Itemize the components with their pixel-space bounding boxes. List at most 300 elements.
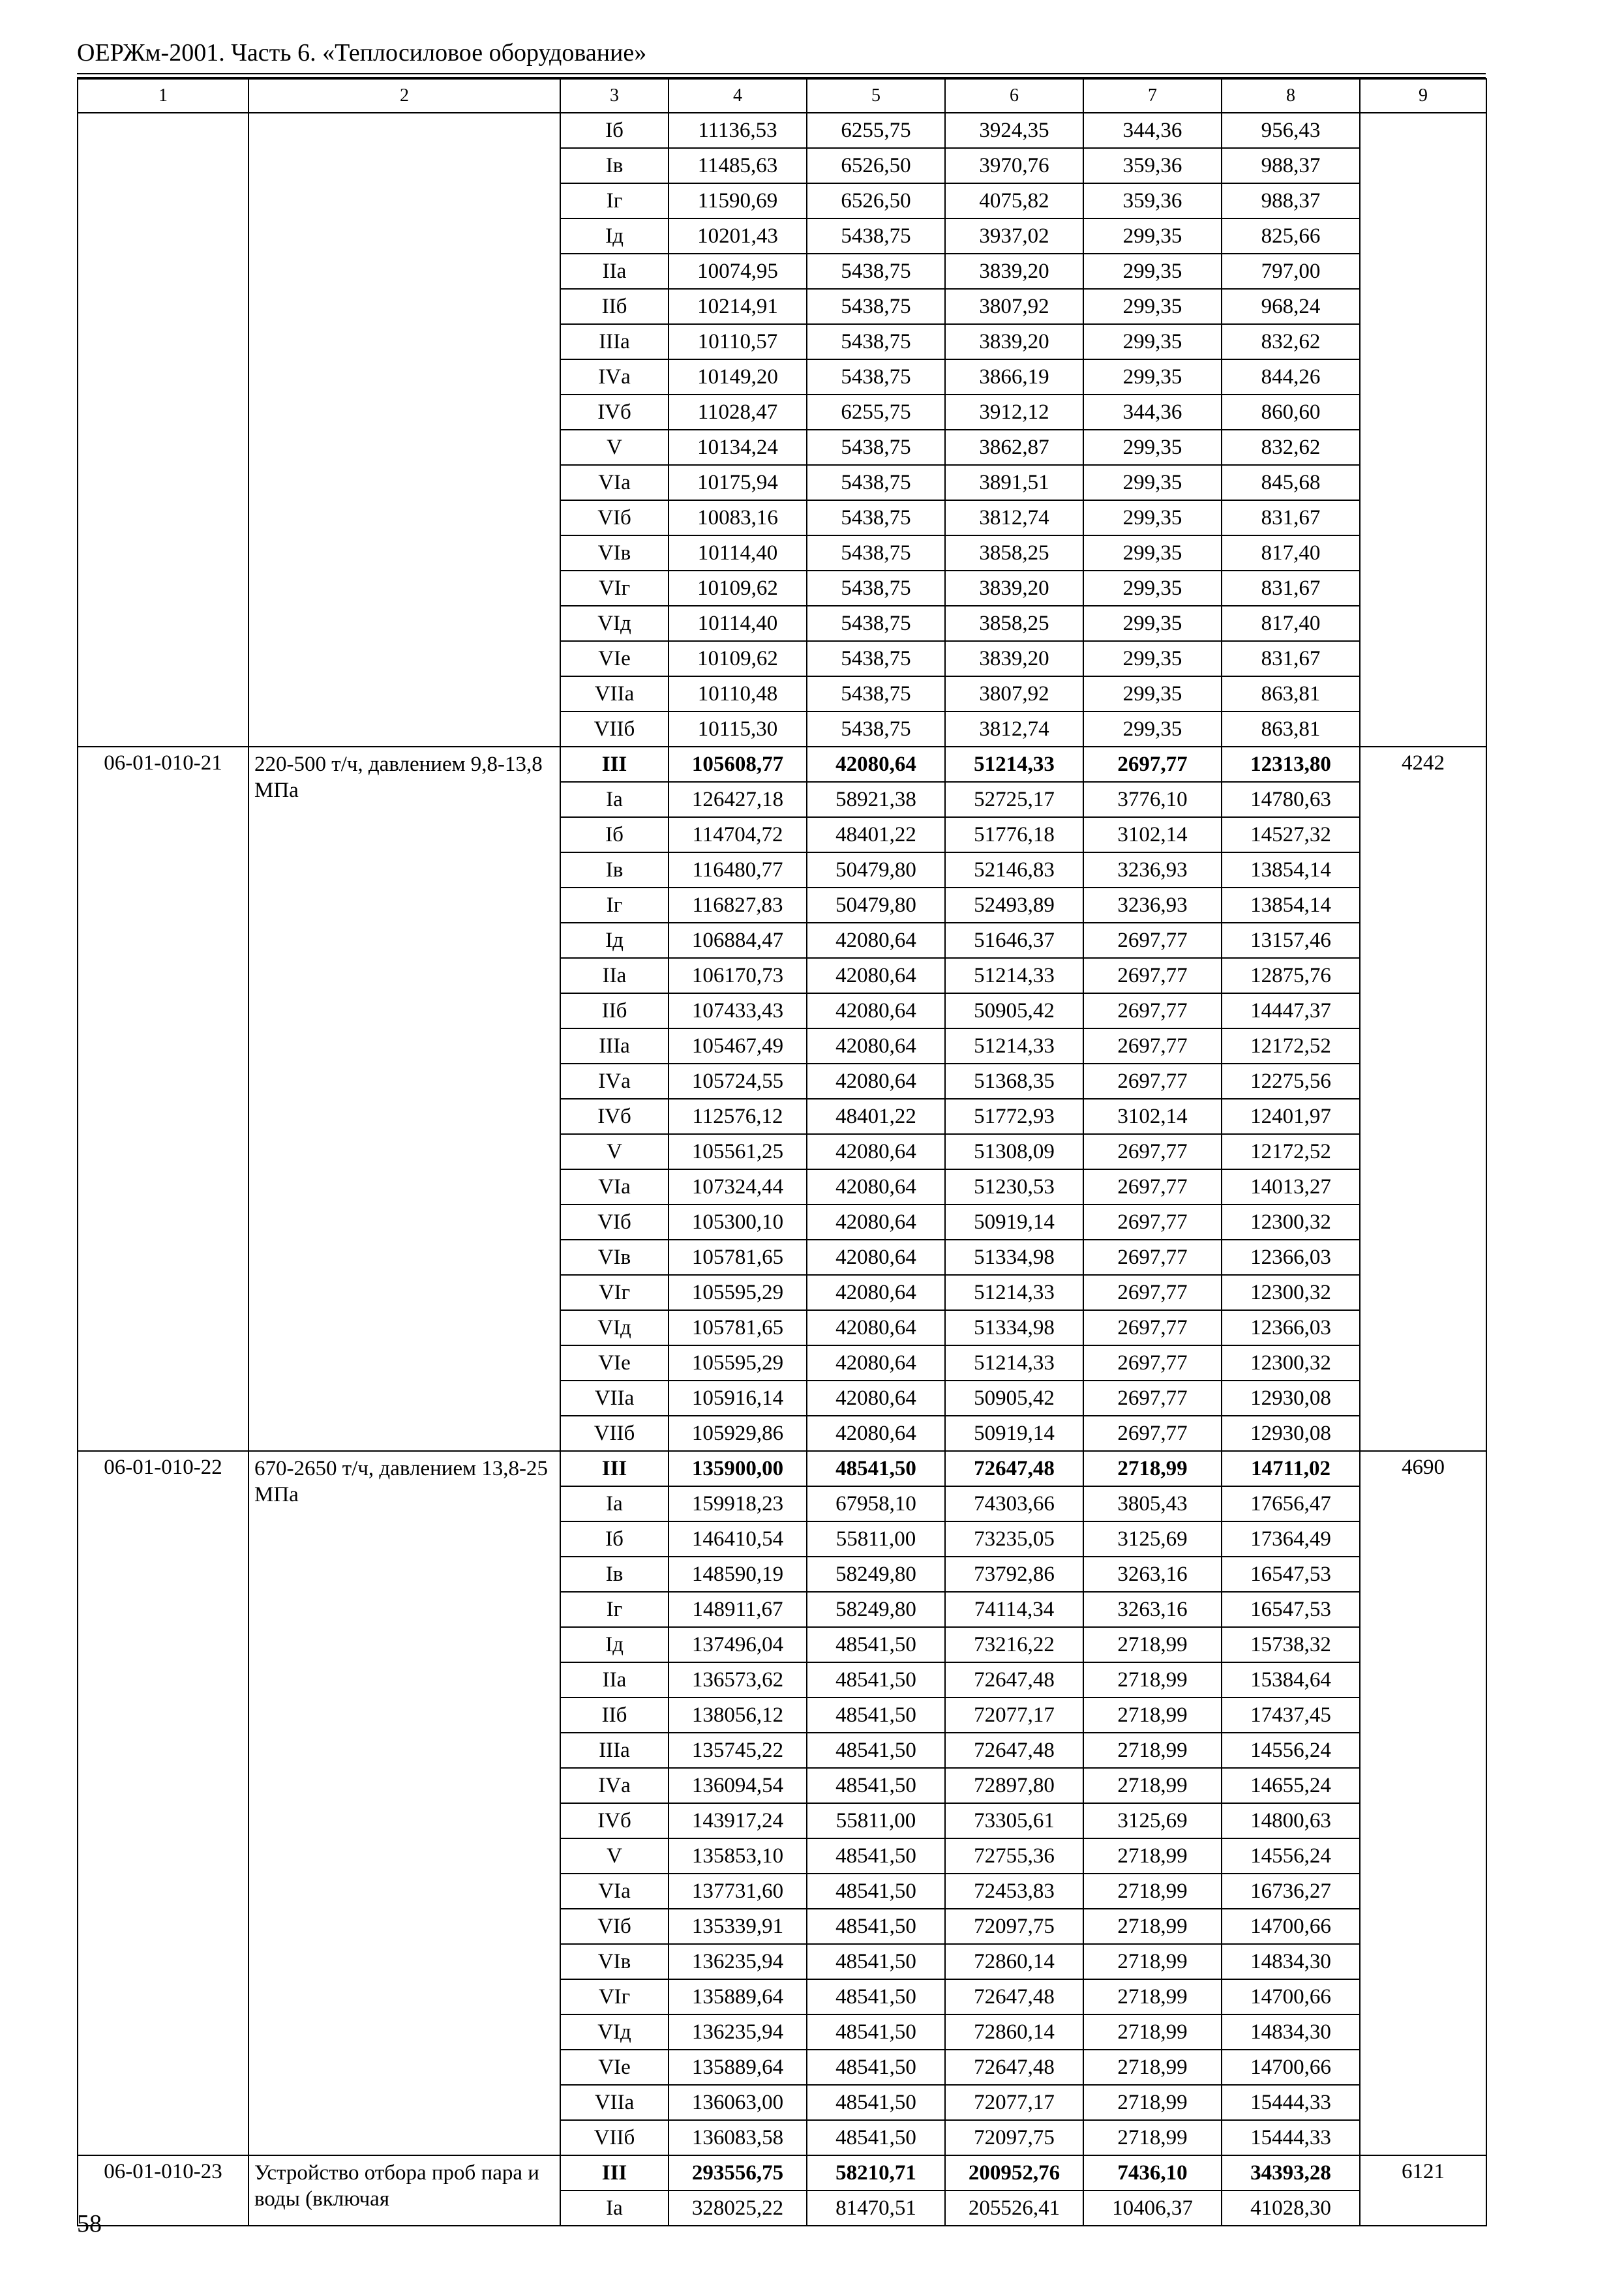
materials-cell: 968,24 (1222, 289, 1360, 324)
materials-cell: 13157,46 (1222, 923, 1360, 958)
materials-cell: 14800,63 (1222, 1803, 1360, 1838)
variant-cell: Iв (560, 852, 669, 888)
variant-cell: Iд (560, 1627, 669, 1662)
machinist-wages-cell: 3102,14 (1083, 1099, 1222, 1134)
machines-cell: 51776,18 (945, 817, 1083, 852)
wages-cell: 58249,80 (807, 1592, 945, 1627)
machines-cell: 3839,20 (945, 254, 1083, 289)
materials-cell: 863,81 (1222, 711, 1360, 747)
machines-cell: 3866,19 (945, 359, 1083, 395)
variant-cell: VIб (560, 500, 669, 535)
variant-cell: V (560, 430, 669, 465)
variant-cell: VIIб (560, 711, 669, 747)
machinist-wages-cell: 2718,99 (1083, 1838, 1222, 1874)
wages-cell: 48401,22 (807, 817, 945, 852)
wages-cell: 5438,75 (807, 606, 945, 641)
machines-cell: 73235,05 (945, 1521, 1083, 1557)
materials-cell: 12366,03 (1222, 1310, 1360, 1345)
machines-cell: 72097,75 (945, 2120, 1083, 2155)
variant-cell: VIд (560, 606, 669, 641)
column-number-cell: 8 (1222, 79, 1360, 113)
machinist-wages-cell: 3263,16 (1083, 1592, 1222, 1627)
column-number-cell: 7 (1083, 79, 1222, 113)
header-rule (77, 73, 1486, 74)
wages-cell: 48541,50 (807, 1698, 945, 1733)
machines-cell: 3891,51 (945, 465, 1083, 500)
machinist-wages-cell: 3125,69 (1083, 1521, 1222, 1557)
variant-cell: Iг (560, 1592, 669, 1627)
machines-cell: 3858,25 (945, 535, 1083, 571)
materials-cell: 844,26 (1222, 359, 1360, 395)
variant-cell: III (560, 2155, 669, 2191)
materials-cell: 17437,45 (1222, 1698, 1360, 1733)
variant-cell: VIг (560, 1275, 669, 1310)
materials-cell: 14700,66 (1222, 2050, 1360, 2085)
machinist-wages-cell: 2718,99 (1083, 1909, 1222, 1944)
total-cost-cell: 105595,29 (669, 1275, 807, 1310)
machinist-wages-cell: 2697,77 (1083, 1169, 1222, 1204)
variant-cell: VIд (560, 1310, 669, 1345)
materials-cell: 797,00 (1222, 254, 1360, 289)
total-cost-cell: 105724,55 (669, 1064, 807, 1099)
variant-cell: VIа (560, 1874, 669, 1909)
materials-cell: 831,67 (1222, 641, 1360, 676)
materials-cell: 16736,27 (1222, 1874, 1360, 1909)
variant-cell: IVб (560, 1099, 669, 1134)
wages-cell: 5438,75 (807, 359, 945, 395)
variant-cell: IVа (560, 1768, 669, 1803)
total-cost-cell: 126427,18 (669, 782, 807, 817)
total-cost-cell: 105595,29 (669, 1345, 807, 1381)
page-number: 58 (77, 2210, 102, 2237)
materials-cell: 14700,66 (1222, 1979, 1360, 2014)
column-9-cell: 4690 (1360, 1451, 1486, 2155)
materials-cell: 12930,08 (1222, 1416, 1360, 1451)
wages-cell: 42080,64 (807, 1064, 945, 1099)
rate-code-cell: 06-01-010-23 (78, 2155, 248, 2226)
total-cost-cell: 10201,43 (669, 218, 807, 254)
machinist-wages-cell: 3125,69 (1083, 1803, 1222, 1838)
wages-cell: 5438,75 (807, 465, 945, 500)
wages-cell: 58921,38 (807, 782, 945, 817)
machines-cell: 72647,48 (945, 1451, 1083, 1486)
machines-cell: 72453,83 (945, 1874, 1083, 1909)
wages-cell: 42080,64 (807, 1275, 945, 1310)
materials-cell: 14834,30 (1222, 2014, 1360, 2050)
wages-cell: 6526,50 (807, 183, 945, 218)
total-cost-cell: 11028,47 (669, 395, 807, 430)
variant-cell: VIг (560, 571, 669, 606)
variant-cell: Iб (560, 113, 669, 148)
machinist-wages-cell: 2718,99 (1083, 1874, 1222, 1909)
materials-cell: 832,62 (1222, 430, 1360, 465)
rates-table (77, 78, 1487, 2226)
wages-cell: 6255,75 (807, 113, 945, 148)
page-header-title: ОЕРЖм-2001. Часть 6. «Теплосиловое оборудование» (77, 39, 647, 67)
machines-cell: 72647,48 (945, 1979, 1083, 2014)
variant-cell: VIIб (560, 1416, 669, 1451)
materials-cell: 831,67 (1222, 500, 1360, 535)
machines-cell: 50919,14 (945, 1416, 1083, 1451)
wages-cell: 48541,50 (807, 2050, 945, 2085)
machinist-wages-cell: 299,35 (1083, 641, 1222, 676)
total-cost-cell: 135900,00 (669, 1451, 807, 1486)
machines-cell: 72860,14 (945, 2014, 1083, 2050)
column-number-cell: 3 (560, 79, 669, 113)
machines-cell: 51214,33 (945, 1028, 1083, 1064)
machines-cell: 72077,17 (945, 2085, 1083, 2120)
machinist-wages-cell: 2718,99 (1083, 1627, 1222, 1662)
machines-cell: 200952,76 (945, 2155, 1083, 2191)
wages-cell: 48541,50 (807, 1627, 945, 1662)
materials-cell: 14556,24 (1222, 1838, 1360, 1874)
materials-cell: 14780,63 (1222, 782, 1360, 817)
total-cost-cell: 10110,57 (669, 324, 807, 359)
wages-cell: 48401,22 (807, 1099, 945, 1134)
materials-cell: 825,66 (1222, 218, 1360, 254)
machines-cell: 72897,80 (945, 1768, 1083, 1803)
machinist-wages-cell: 299,35 (1083, 500, 1222, 535)
machinist-wages-cell: 299,35 (1083, 324, 1222, 359)
total-cost-cell: 10109,62 (669, 571, 807, 606)
materials-cell: 15738,32 (1222, 1627, 1360, 1662)
description-cell (248, 113, 560, 747)
total-cost-cell: 116480,77 (669, 852, 807, 888)
variant-cell: VIе (560, 641, 669, 676)
machines-cell: 51214,33 (945, 1345, 1083, 1381)
variant-cell: IIб (560, 289, 669, 324)
wages-cell: 42080,64 (807, 1310, 945, 1345)
total-cost-cell: 106170,73 (669, 958, 807, 993)
total-cost-cell: 105467,49 (669, 1028, 807, 1064)
variant-cell: V (560, 1134, 669, 1169)
machinist-wages-cell: 2697,77 (1083, 923, 1222, 958)
machines-cell: 3807,92 (945, 289, 1083, 324)
wages-cell: 48541,50 (807, 1662, 945, 1698)
variant-cell: VIб (560, 1909, 669, 1944)
variant-cell: VIв (560, 535, 669, 571)
materials-cell: 15444,33 (1222, 2120, 1360, 2155)
machinist-wages-cell: 3805,43 (1083, 1486, 1222, 1521)
machinist-wages-cell: 2718,99 (1083, 1944, 1222, 1979)
column-9-cell: 4242 (1360, 747, 1486, 1451)
wages-cell: 42080,64 (807, 993, 945, 1028)
variant-cell: IIIа (560, 1733, 669, 1768)
wages-cell: 48541,50 (807, 2120, 945, 2155)
total-cost-cell: 135889,64 (669, 1979, 807, 2014)
total-cost-cell: 105608,77 (669, 747, 807, 782)
machinist-wages-cell: 2697,77 (1083, 1064, 1222, 1099)
materials-cell: 14527,32 (1222, 817, 1360, 852)
wages-cell: 5438,75 (807, 711, 945, 747)
machinist-wages-cell: 299,35 (1083, 676, 1222, 711)
machines-cell: 3912,12 (945, 395, 1083, 430)
total-cost-cell: 105781,65 (669, 1240, 807, 1275)
wages-cell: 55811,00 (807, 1803, 945, 1838)
machinist-wages-cell: 2718,99 (1083, 1979, 1222, 2014)
wages-cell: 50479,80 (807, 888, 945, 923)
materials-cell: 16547,53 (1222, 1557, 1360, 1592)
materials-cell: 860,60 (1222, 395, 1360, 430)
machines-cell: 51772,93 (945, 1099, 1083, 1134)
wages-cell: 48541,50 (807, 1944, 945, 1979)
machinist-wages-cell: 2718,99 (1083, 1768, 1222, 1803)
machinist-wages-cell: 2697,77 (1083, 1310, 1222, 1345)
variant-cell: IIб (560, 1698, 669, 1733)
materials-cell: 14013,27 (1222, 1169, 1360, 1204)
materials-cell: 14447,37 (1222, 993, 1360, 1028)
variant-cell: IVб (560, 1803, 669, 1838)
total-cost-cell: 116827,83 (669, 888, 807, 923)
materials-cell: 12930,08 (1222, 1381, 1360, 1416)
materials-cell: 832,62 (1222, 324, 1360, 359)
machines-cell: 51368,35 (945, 1064, 1083, 1099)
wages-cell: 48541,50 (807, 1838, 945, 1874)
machinist-wages-cell: 3263,16 (1083, 1557, 1222, 1592)
machinist-wages-cell: 2697,77 (1083, 1381, 1222, 1416)
wages-cell: 42080,64 (807, 1028, 945, 1064)
wages-cell: 42080,64 (807, 1416, 945, 1451)
wages-cell: 50479,80 (807, 852, 945, 888)
materials-cell: 12313,80 (1222, 747, 1360, 782)
machines-cell: 51334,98 (945, 1310, 1083, 1345)
materials-cell: 988,37 (1222, 183, 1360, 218)
wages-cell: 5438,75 (807, 289, 945, 324)
machinist-wages-cell: 2697,77 (1083, 1345, 1222, 1381)
wages-cell: 42080,64 (807, 958, 945, 993)
wages-cell: 5438,75 (807, 676, 945, 711)
machinist-wages-cell: 2718,99 (1083, 2085, 1222, 2120)
machinist-wages-cell: 344,36 (1083, 113, 1222, 148)
machinist-wages-cell: 2718,99 (1083, 1662, 1222, 1698)
total-cost-cell: 105561,25 (669, 1134, 807, 1169)
machinist-wages-cell: 299,35 (1083, 711, 1222, 747)
materials-cell: 12300,32 (1222, 1345, 1360, 1381)
machines-cell: 3839,20 (945, 324, 1083, 359)
variant-cell: IIIа (560, 1028, 669, 1064)
machinist-wages-cell: 359,36 (1083, 148, 1222, 183)
wages-cell: 5438,75 (807, 218, 945, 254)
wages-cell: 48541,50 (807, 1874, 945, 1909)
machines-cell: 51214,33 (945, 1275, 1083, 1310)
machinist-wages-cell: 299,35 (1083, 606, 1222, 641)
total-cost-cell: 10149,20 (669, 359, 807, 395)
machines-cell: 51214,33 (945, 747, 1083, 782)
wages-cell: 48541,50 (807, 1733, 945, 1768)
machines-cell: 50905,42 (945, 993, 1083, 1028)
machines-cell: 3862,87 (945, 430, 1083, 465)
wages-cell: 42080,64 (807, 1381, 945, 1416)
materials-cell: 17364,49 (1222, 1521, 1360, 1557)
variant-cell: VIIб (560, 2120, 669, 2155)
variant-cell: Iг (560, 183, 669, 218)
materials-cell: 14700,66 (1222, 1909, 1360, 1944)
machinist-wages-cell: 3236,93 (1083, 888, 1222, 923)
total-cost-cell: 105781,65 (669, 1310, 807, 1345)
variant-cell: IIа (560, 1662, 669, 1698)
variant-cell: VIг (560, 1979, 669, 2014)
variant-cell: IVа (560, 359, 669, 395)
machinist-wages-cell: 2718,99 (1083, 2120, 1222, 2155)
wages-cell: 67958,10 (807, 1486, 945, 1521)
wages-cell: 58249,80 (807, 1557, 945, 1592)
wages-cell: 48541,50 (807, 2014, 945, 2050)
machinist-wages-cell: 299,35 (1083, 254, 1222, 289)
materials-cell: 15384,64 (1222, 1662, 1360, 1698)
wages-cell: 5438,75 (807, 254, 945, 289)
column-9-cell: 6121 (1360, 2155, 1486, 2226)
machines-cell: 72097,75 (945, 1909, 1083, 1944)
total-cost-cell: 136063,00 (669, 2085, 807, 2120)
variant-cell: Iг (560, 888, 669, 923)
total-cost-cell: 11136,53 (669, 113, 807, 148)
wages-cell: 48541,50 (807, 1979, 945, 2014)
materials-cell: 12172,52 (1222, 1134, 1360, 1169)
total-cost-cell: 136235,94 (669, 1944, 807, 1979)
total-cost-cell: 135339,91 (669, 1909, 807, 1944)
variant-cell: III (560, 747, 669, 782)
wages-cell: 6526,50 (807, 148, 945, 183)
table-row-main (78, 747, 1486, 782)
machinist-wages-cell: 2697,77 (1083, 1204, 1222, 1240)
wages-cell: 6255,75 (807, 395, 945, 430)
materials-cell: 12366,03 (1222, 1240, 1360, 1275)
machinist-wages-cell: 299,35 (1083, 535, 1222, 571)
machines-cell: 3839,20 (945, 641, 1083, 676)
machines-cell: 51646,37 (945, 923, 1083, 958)
materials-cell: 14655,24 (1222, 1768, 1360, 1803)
variant-cell: VIв (560, 1240, 669, 1275)
variant-cell: IIб (560, 993, 669, 1028)
wages-cell: 5438,75 (807, 535, 945, 571)
wages-cell: 42080,64 (807, 1169, 945, 1204)
variant-cell: VIб (560, 1204, 669, 1240)
machinist-wages-cell: 2718,99 (1083, 1698, 1222, 1733)
wages-cell: 48541,50 (807, 1909, 945, 1944)
materials-cell: 12875,76 (1222, 958, 1360, 993)
total-cost-cell: 137496,04 (669, 1627, 807, 1662)
variant-cell: VIIа (560, 676, 669, 711)
total-cost-cell: 293556,75 (669, 2155, 807, 2191)
wages-cell: 42080,64 (807, 1240, 945, 1275)
table-row-main (78, 2155, 1486, 2191)
rate-code-cell (78, 113, 248, 747)
column-number-cell: 2 (248, 79, 560, 113)
wages-cell: 48541,50 (807, 1768, 945, 1803)
materials-cell: 14711,02 (1222, 1451, 1360, 1486)
variant-cell: VIIа (560, 1381, 669, 1416)
materials-cell: 12401,97 (1222, 1099, 1360, 1134)
materials-cell: 41028,30 (1222, 2191, 1360, 2226)
wages-cell: 81470,51 (807, 2191, 945, 2226)
machinist-wages-cell: 2697,77 (1083, 1240, 1222, 1275)
total-cost-cell: 136083,58 (669, 2120, 807, 2155)
description-cell: 670-2650 т/ч, давлением 13,8-25 МПа (248, 1451, 560, 2155)
variant-cell: Iа (560, 782, 669, 817)
machines-cell: 51214,33 (945, 958, 1083, 993)
variant-cell: Iд (560, 923, 669, 958)
machinist-wages-cell: 2697,77 (1083, 1416, 1222, 1451)
total-cost-cell: 11590,69 (669, 183, 807, 218)
machinist-wages-cell: 299,35 (1083, 359, 1222, 395)
total-cost-cell: 136573,62 (669, 1662, 807, 1698)
materials-cell: 34393,28 (1222, 2155, 1360, 2191)
total-cost-cell: 105916,14 (669, 1381, 807, 1416)
machines-cell: 3937,02 (945, 218, 1083, 254)
materials-cell: 12300,32 (1222, 1204, 1360, 1240)
rate-code-cell: 06-01-010-21 (78, 747, 248, 1451)
total-cost-cell: 159918,23 (669, 1486, 807, 1521)
machinist-wages-cell: 2697,77 (1083, 1275, 1222, 1310)
variant-cell: VIIа (560, 2085, 669, 2120)
machines-cell: 52725,17 (945, 782, 1083, 817)
column-number-row (78, 79, 1486, 113)
materials-cell: 863,81 (1222, 676, 1360, 711)
total-cost-cell: 146410,54 (669, 1521, 807, 1557)
machines-cell: 74114,34 (945, 1592, 1083, 1627)
machines-cell: 3858,25 (945, 606, 1083, 641)
total-cost-cell: 137731,60 (669, 1874, 807, 1909)
total-cost-cell: 135889,64 (669, 2050, 807, 2085)
machines-cell: 51308,09 (945, 1134, 1083, 1169)
column-number-cell: 4 (669, 79, 807, 113)
materials-cell: 988,37 (1222, 148, 1360, 183)
total-cost-cell: 136094,54 (669, 1768, 807, 1803)
variant-cell: IVб (560, 395, 669, 430)
wages-cell: 42080,64 (807, 1345, 945, 1381)
machines-cell: 52146,83 (945, 852, 1083, 888)
variant-cell: III (560, 1451, 669, 1486)
total-cost-cell: 107324,44 (669, 1169, 807, 1204)
variant-cell: Iв (560, 1557, 669, 1592)
total-cost-cell: 107433,43 (669, 993, 807, 1028)
variant-cell: VIа (560, 465, 669, 500)
variant-cell: Iв (560, 148, 669, 183)
machines-cell: 3812,74 (945, 711, 1083, 747)
variant-cell: IIа (560, 254, 669, 289)
machinist-wages-cell: 3236,93 (1083, 852, 1222, 888)
total-cost-cell: 105300,10 (669, 1204, 807, 1240)
machinist-wages-cell: 359,36 (1083, 183, 1222, 218)
variant-cell: IIа (560, 958, 669, 993)
materials-cell: 13854,14 (1222, 852, 1360, 888)
total-cost-cell: 10074,95 (669, 254, 807, 289)
wages-cell: 5438,75 (807, 430, 945, 465)
description-cell: 220-500 т/ч, давлением 9,8-13,8 МПа (248, 747, 560, 1451)
column-number-cell: 9 (1360, 79, 1486, 113)
wages-cell: 5438,75 (807, 500, 945, 535)
variant-cell: V (560, 1838, 669, 1874)
variant-cell: VIд (560, 2014, 669, 2050)
variant-cell: Iа (560, 2191, 669, 2226)
total-cost-cell: 10083,16 (669, 500, 807, 535)
machinist-wages-cell: 344,36 (1083, 395, 1222, 430)
machines-cell: 73216,22 (945, 1627, 1083, 1662)
machines-cell: 73792,86 (945, 1557, 1083, 1592)
machines-cell: 72077,17 (945, 1698, 1083, 1733)
machines-cell: 72755,36 (945, 1838, 1083, 1874)
machinist-wages-cell: 2718,99 (1083, 2014, 1222, 2050)
variant-cell: IIIа (560, 324, 669, 359)
variant-cell: VIе (560, 2050, 669, 2085)
total-cost-cell: 10134,24 (669, 430, 807, 465)
wages-cell: 42080,64 (807, 1204, 945, 1240)
variant-cell: Iб (560, 1521, 669, 1557)
variant-cell: IVа (560, 1064, 669, 1099)
materials-cell: 956,43 (1222, 113, 1360, 148)
machinist-wages-cell: 2697,77 (1083, 958, 1222, 993)
materials-cell: 13854,14 (1222, 888, 1360, 923)
